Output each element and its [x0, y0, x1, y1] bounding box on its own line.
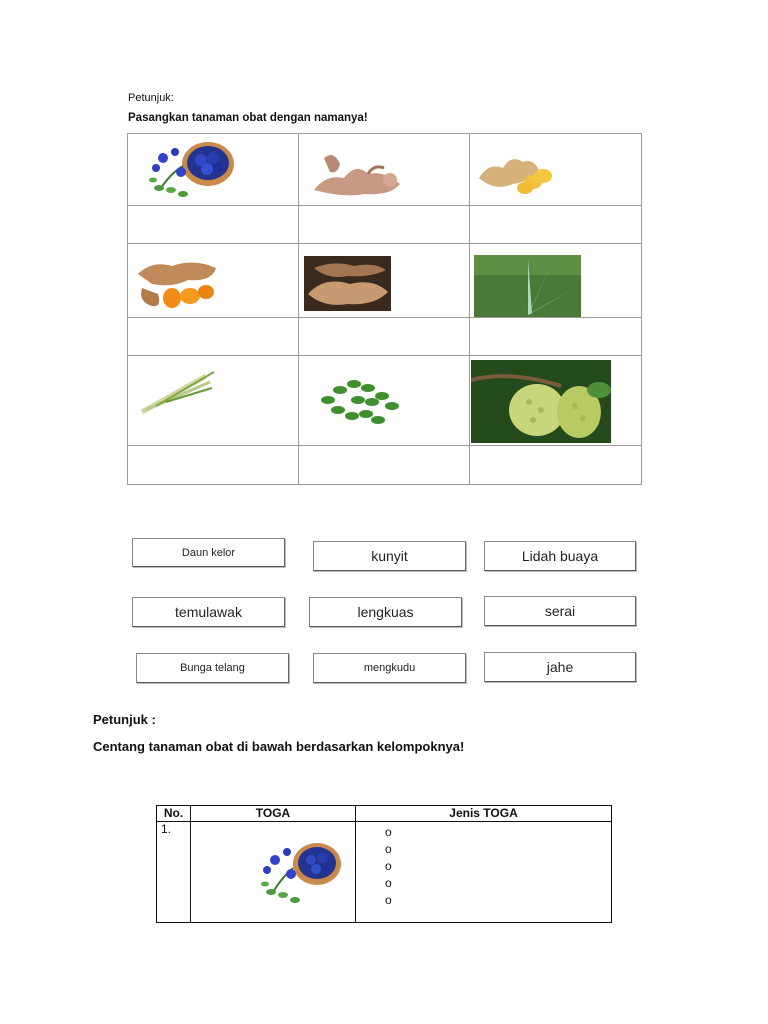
word-card-daun-kelor[interactable]: Daun kelor — [132, 538, 285, 567]
ginger-image — [473, 148, 557, 198]
option-radio[interactable]: o — [385, 859, 392, 873]
header-jenis-toga: Jenis TOGA — [356, 806, 612, 822]
instruction-heading-2: Petunjuk : — [93, 712, 156, 727]
lemongrass-image — [136, 366, 216, 418]
toga-table — [156, 805, 612, 923]
moringa-leaves-image — [308, 370, 408, 434]
option-radio[interactable]: o — [385, 893, 392, 907]
option-radio[interactable]: o — [385, 876, 392, 890]
butterfly-pea-image — [141, 138, 241, 204]
word-card-lidah-buaya[interactable]: Lidah buaya — [484, 541, 636, 571]
jenis-toga-cell — [356, 822, 612, 923]
temulawak-image — [132, 254, 220, 312]
word-card-mengkudu[interactable]: mengkudu — [313, 653, 466, 683]
galangal-image — [304, 144, 409, 200]
table-row — [157, 822, 612, 923]
word-card-bunga-telang[interactable]: Bunga telang — [136, 653, 289, 683]
word-card-kunyit[interactable]: kunyit — [313, 541, 466, 571]
butterfly-pea-image-2 — [255, 840, 347, 908]
row-number: 1. — [157, 822, 191, 923]
header-no: No. — [157, 806, 191, 822]
lengkuas-image — [304, 256, 391, 311]
header-toga: TOGA — [191, 806, 356, 822]
instruction-text-2: Centang tanaman obat di bawah berdasarkan kelompoknya! — [93, 739, 465, 754]
instruction-heading: Petunjuk: — [128, 92, 174, 104]
option-radio[interactable]: o — [385, 842, 392, 856]
matching-grid — [127, 133, 642, 485]
word-card-jahe[interactable]: jahe — [484, 652, 636, 682]
word-card-serai[interactable]: serai — [484, 596, 636, 626]
word-card-lengkuas[interactable]: lengkuas — [309, 597, 462, 627]
toga-image-cell — [191, 822, 356, 923]
instruction-text: Pasangkan tanaman obat dengan namanya! — [128, 112, 368, 124]
aloe-vera-image — [474, 255, 581, 317]
word-card-temulawak[interactable]: temulawak — [132, 597, 285, 627]
noni-fruit-image — [471, 360, 611, 443]
option-radio[interactable]: o — [385, 825, 392, 839]
